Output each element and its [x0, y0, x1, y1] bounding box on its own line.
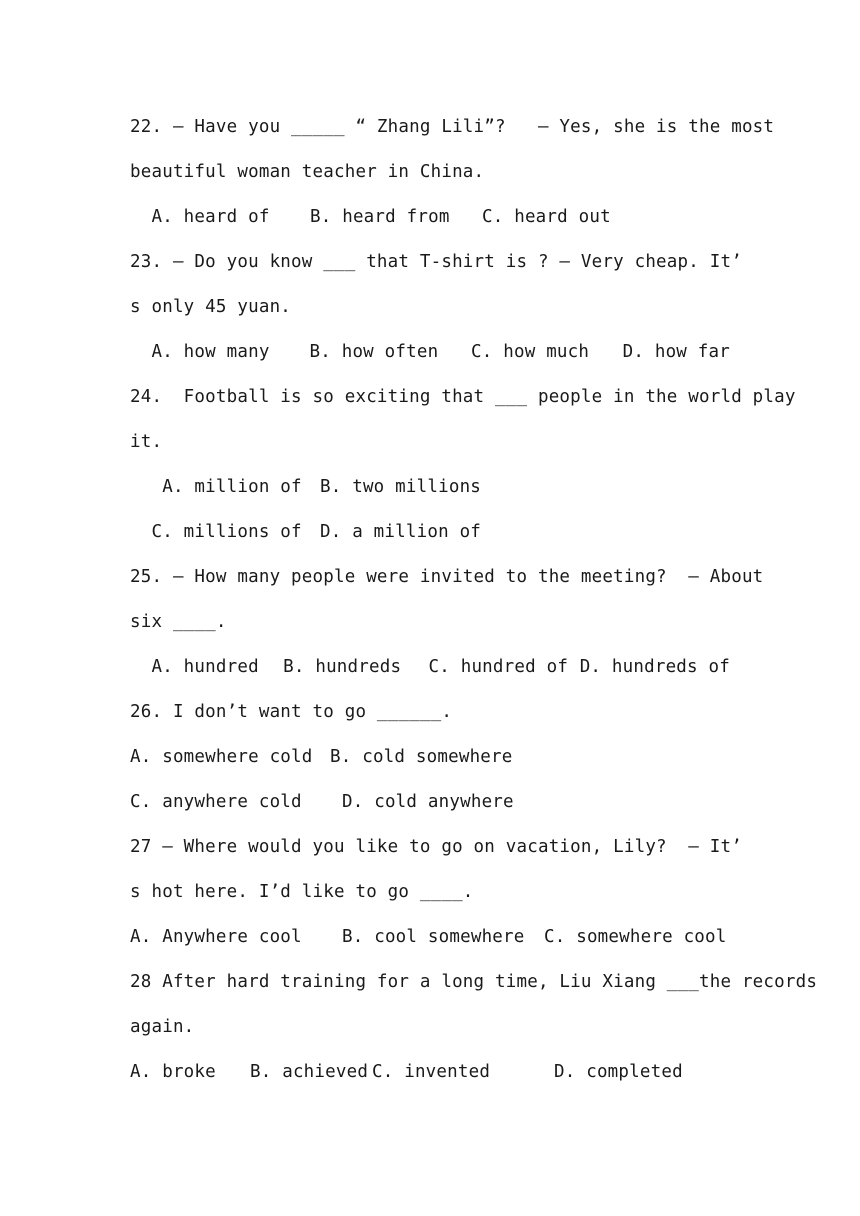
question-26-options-row-1	[130, 735, 730, 780]
question-22-options	[130, 195, 730, 240]
question-23-line-1: 23. — Do you know ___ that T-shirt is ? — Very cheap. It’	[130, 252, 742, 272]
option-b: B. cool somewhere	[342, 927, 525, 947]
question-27-options	[130, 915, 730, 960]
option-d: D. completed	[554, 1062, 683, 1082]
question-24-line-1: 24. Football is so exciting that ___ people in the world play	[130, 387, 796, 407]
option-c: C. heard out	[482, 207, 611, 227]
question-23-options	[130, 330, 730, 375]
question-28-options	[130, 1050, 730, 1095]
option-b: B. achieved	[250, 1062, 369, 1082]
option-a: A. how many	[130, 342, 270, 362]
question-25-options	[130, 645, 730, 690]
question-24-options-row-1	[130, 465, 730, 510]
question-27-line-2: s hot here. I’d like to go ____.	[130, 882, 474, 902]
option-b: B. how often	[309, 342, 439, 362]
option-c: C. anywhere cold	[130, 792, 302, 812]
question-25-line-2: six ____.	[130, 612, 227, 632]
question-27-line-1: 27 — Where would you like to go on vacation, Lily? — It’	[130, 837, 742, 857]
option-b: B. heard from	[310, 207, 450, 227]
option-d: D. how far	[622, 342, 730, 362]
question-24-options-row-2	[130, 510, 730, 555]
option-c: C. invented	[372, 1062, 491, 1082]
option-c: C. how much	[471, 342, 590, 362]
question-24-line-2: it.	[130, 432, 163, 452]
option-a: A. somewhere cold	[130, 747, 313, 767]
question-22-line-1: 22. — Have you _____ “ Zhang Lili”? — Yes, she is the most	[130, 117, 775, 137]
question-22-line-2: beautiful woman teacher in China.	[130, 162, 485, 182]
option-b: B. hundreds	[283, 657, 402, 677]
option-d: D. a million of	[320, 522, 482, 542]
question-28-line-2: again.	[130, 1017, 195, 1037]
option-c: C. somewhere cool	[544, 927, 727, 947]
question-25-line-1: 25. — How many people were invited to the meeting? — About	[130, 567, 764, 587]
question-26-line-1: 26. I don’t want to go ______.	[130, 702, 453, 722]
question-26-options-row-2	[130, 780, 730, 825]
option-a: A. heard of	[130, 207, 270, 227]
option-a: A. Anywhere cool	[130, 927, 302, 947]
document-page	[130, 105, 818, 1095]
option-a: A. million of	[130, 477, 302, 497]
question-23-line-2: s only 45 yuan.	[130, 297, 292, 317]
option-b: B. cold somewhere	[330, 747, 513, 767]
option-c: C. millions of	[130, 522, 302, 542]
option-d: D. hundreds of	[579, 657, 730, 677]
option-d: D. cold anywhere	[342, 792, 514, 812]
option-a: A. broke	[130, 1062, 216, 1082]
question-28-line-1: 28 After hard training for a long time, Liu Xiang ___the records	[130, 972, 818, 992]
option-c: C. hundred of	[428, 657, 569, 677]
option-a: A. hundred	[130, 657, 259, 677]
option-b: B. two millions	[320, 477, 482, 497]
